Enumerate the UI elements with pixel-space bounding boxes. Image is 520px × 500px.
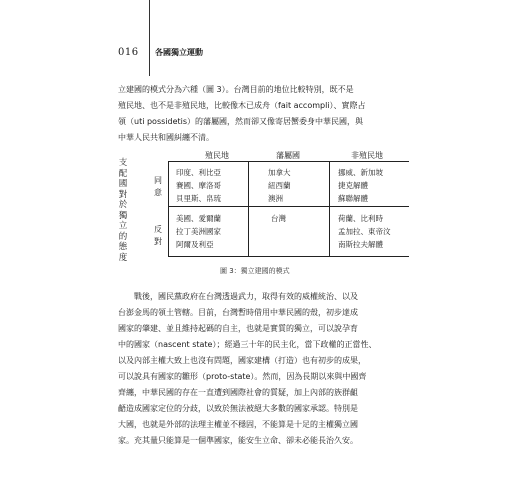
running-head: 各國獨立運動 (155, 48, 203, 57)
paragraph-line: 國家的肇建、並且維持起碼的自主，也就是實質的獨立，可以說孕育 (118, 324, 358, 333)
cell-oppose-colony: 美國、愛爾蘭 拉丁美洲國家 阿爾及利亞 (176, 214, 221, 249)
col-header-vassal: 藩屬國 (276, 151, 300, 160)
cell-oppose-vassal: 台灣 (271, 214, 286, 223)
row-label-oppose: 反對 (154, 225, 162, 246)
header-rule (149, 0, 150, 76)
paragraph-line: 立建國的模式分為六種（圖 3）。台灣目前的地位比較特別，既不是 (118, 85, 354, 94)
table-divider (168, 206, 409, 207)
figure-caption: 圖 3：獨立建國的模式 (220, 267, 290, 275)
row-label-agree: 同意 (154, 176, 162, 197)
cell-oppose-noncolony: 荷蘭、比利時 孟加拉、東帝汶 南斯拉夫解體 (338, 214, 391, 249)
paragraph-line: 戰後，國民黨政府在台灣透過武力，取得有效的威權統治、以及 (118, 292, 358, 301)
table-column-rule (329, 162, 330, 256)
paragraph-line: 齬造成國家定位的分歧，以致於無法被絕大多數的國家承認。特別是 (118, 404, 358, 413)
cell-agree-noncolony: 挪威、新加坡 捷克解體 蘇聯解體 (338, 168, 383, 203)
paragraph-line: 以及內部主權大致上也沒有問題，國家建構（打造）也有初步的成果， (118, 356, 366, 365)
figure-side-label: 支配國對於獨立的態度 (118, 158, 128, 263)
col-header-colony: 殖民地 (205, 151, 229, 160)
paragraph-1 (118, 82, 410, 146)
paragraph-line: 大國，也就是外部的法理主權並不穩固，不能算是十足的主權獨立國 (118, 420, 358, 429)
page-number: 016 (118, 47, 139, 58)
cell-agree-vassal: 加拿大 紐西蘭 澳洲 (268, 168, 291, 203)
table-left-rule (168, 162, 169, 256)
paragraph-line: 齊纏，中華民國的存在一直遭到國際社會的質疑，加上內部的族群齟 (118, 388, 358, 397)
paragraph-2 (118, 289, 410, 449)
paragraph-line: 中華人民共和國糾纏不清。 (118, 133, 214, 142)
paragraph-line: 台澎金馬的領土管轄。目前，台灣暫時借用中華民國的殼，初步達成 (118, 308, 358, 317)
paragraph-line: 殖民地、也不是非殖民地，比較像木已成舟（fait accompli）、實際占 (118, 101, 366, 110)
table-column-rule (248, 162, 249, 256)
cell-agree-colony: 印度、利比亞 賽國、摩洛哥 貝里斯、帛琉 (176, 168, 221, 203)
paragraph-line: 可以說具有國家的雛形（proto-state）。然而，因為長期以來與中國齊 (118, 372, 367, 381)
col-header-noncolony: 非殖民地 (351, 151, 383, 160)
paragraph-line: 中的國家（nascent state）；經過三十年的民主化，當下政權的正當性、 (118, 340, 377, 349)
paragraph-line: 家。充其量只能算是一個準國家，能安生立命、卻未必能長治久安。 (118, 436, 358, 445)
paragraph-line: 領（uti possidetis）的藩屬國，然而卻又像寄居蟹委身中華民國，與 (118, 117, 364, 126)
